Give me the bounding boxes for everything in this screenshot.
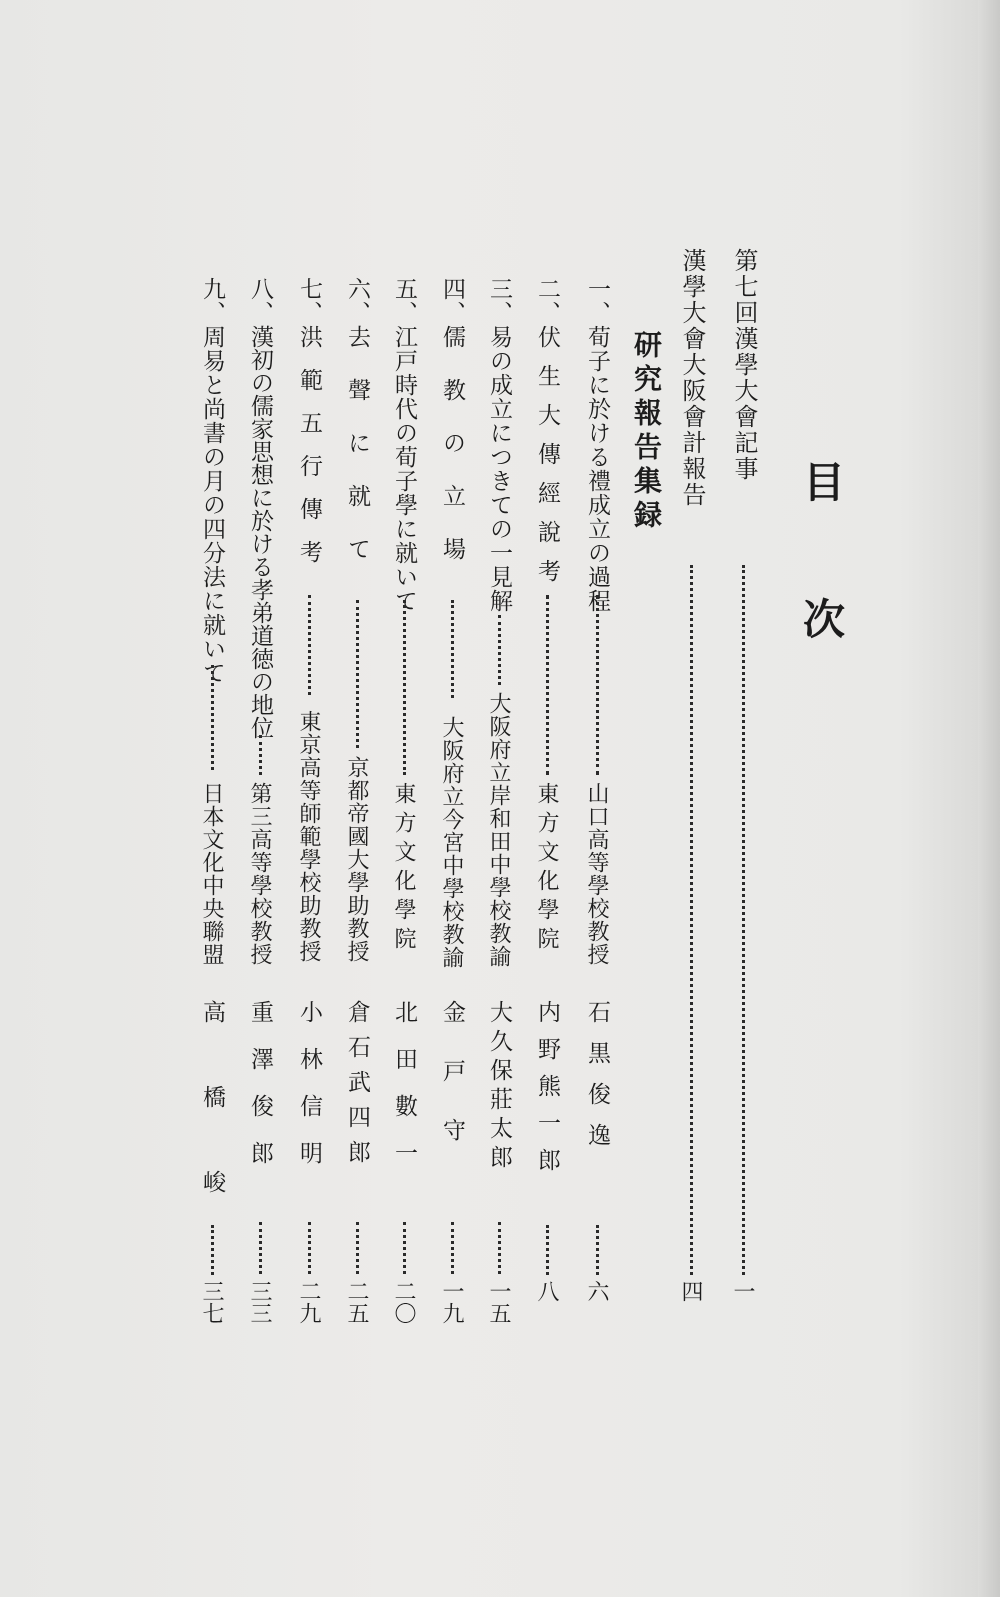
entry-page-6: 二五 [344,1280,369,1324]
entry-affiliation-1: 山口高等學校教授 [584,782,609,966]
entry-title-9: 周易と尚書の月の四分法に就いて [199,325,225,685]
entry-author-4: 金戸守 [439,1000,465,1177]
entry-title-1: 荀子に於ける禮成立の過程 [584,325,610,613]
entry-title-6: 去聲に就て [344,325,370,590]
entry-title-8: 漢初の儒家思想に於ける孝弟道徳の地位 [247,325,273,739]
leader-dots [259,1222,262,1274]
entry-page-7: 二九 [296,1280,321,1324]
entry-number-2: 二、 [534,277,560,325]
leader-dots [498,1222,501,1274]
entry-author-2: 内野熊一郎 [534,1000,560,1185]
leader-dots [259,735,262,775]
entry-number-8: 八、 [247,277,273,325]
leader-dots [596,595,599,775]
leader-dots [742,565,745,1275]
front-entry-title-1: 第七回漢學大會記事 [730,248,758,482]
entry-affiliation-7: 東京高等師範學校助教授 [296,710,321,963]
entry-page-9: 三七 [199,1280,224,1324]
entry-affiliation-8: 第三高等學校教授 [247,782,272,966]
entry-affiliation-4: 大阪府立今宮中學校教諭 [439,716,464,969]
front-entry-page-1: 一 [730,1280,755,1302]
leader-dots [596,1225,599,1275]
leader-dots [403,1222,406,1274]
leader-dots [451,600,454,698]
entry-number-3: 三、 [486,277,512,325]
entry-affiliation-5: 東方文化學院 [391,782,416,956]
leader-dots [356,1222,359,1274]
entry-affiliation-3: 大阪府立岸和田中學校教諭 [486,692,511,968]
entry-author-1: 石黒俊逸 [584,1000,610,1164]
leader-dots [451,1222,454,1274]
entry-page-8: 三三 [247,1280,272,1324]
front-entry-page-2: 四 [678,1280,703,1302]
entry-affiliation-6: 京都帝國大學助教授 [344,756,369,963]
entry-author-6: 倉石武四郎 [344,1000,370,1175]
front-entry-title-2: 漢學大會大阪會計報告 [678,248,706,508]
leader-dots [546,1225,549,1275]
section-heading: 研究報告集録 [630,330,663,534]
entry-page-3: 一五 [486,1280,511,1324]
entry-number-9: 九、 [199,277,225,325]
leader-dots [308,595,311,695]
entry-author-3: 大久保莊太郎 [486,1000,512,1174]
leader-dots [690,565,693,1275]
entry-author-8: 重澤俊郎 [247,1000,273,1188]
entry-title-3: 易の成立につきての一見解 [486,325,512,613]
leader-dots [403,600,406,775]
entry-page-1: 六 [584,1280,609,1302]
entry-page-4: 一九 [439,1280,464,1324]
leader-dots [546,595,549,775]
entry-title-4: 儒教の立場 [439,325,465,590]
entry-author-9: 高橋峻 [199,1000,225,1255]
entry-number-5: 五、 [391,277,417,325]
entry-number-1: 一、 [584,277,610,325]
leader-dots [498,615,501,685]
entry-number-7: 七、 [296,277,322,325]
entry-page-2: 八 [534,1280,559,1302]
entry-title-5: 江戸時代の荀子學に就いて [391,325,417,613]
entry-number-4: 四、 [439,277,465,325]
leader-dots [308,1222,311,1274]
leader-dots [356,600,359,748]
entry-number-6: 六、 [344,277,370,325]
entry-title-2: 伏生大傳經說考 [534,325,560,598]
page-title: 目次 [797,460,846,734]
leader-dots [211,1225,214,1275]
entry-title-7: 洪範五行傳考 [296,325,322,583]
entry-affiliation-9: 日本文化中央聯盟 [199,782,224,966]
book-spine-shadow [978,0,1000,1597]
entry-author-5: 北田數一 [391,1000,417,1188]
leader-dots [211,665,214,770]
entry-author-7: 小林信明 [296,1000,322,1188]
entry-page-5: 二〇 [391,1280,416,1324]
entry-affiliation-2: 東方文化學院 [534,782,559,956]
